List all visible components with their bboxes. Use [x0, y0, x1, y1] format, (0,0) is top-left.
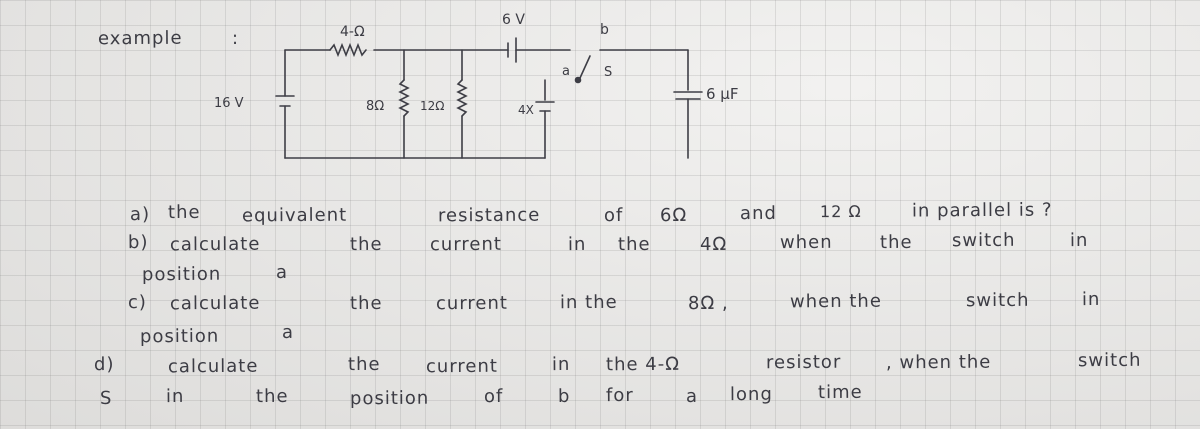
qd-word: the [347, 353, 381, 376]
qc-word: when the [789, 290, 882, 313]
label-12ohm: 12Ω [420, 99, 445, 113]
qd-word: long [729, 383, 773, 406]
qb-marker: b) [127, 231, 149, 254]
qc-word: in [1081, 288, 1101, 311]
label-4ohm: 4-Ω [340, 24, 365, 40]
qd-word: b [557, 385, 571, 408]
qc-word: current [435, 292, 509, 315]
resistor-8ohm [400, 80, 408, 116]
label-b-top: b [600, 22, 609, 38]
qb-word: the [617, 233, 651, 256]
qd-word: of [483, 385, 504, 408]
qc-word: switch [965, 289, 1030, 312]
example-colon: : [231, 27, 240, 50]
label-6v: 6 V [502, 12, 525, 28]
battery-16v [276, 96, 294, 106]
switch-blade [580, 56, 590, 78]
qa-word: resistance [437, 204, 541, 227]
qb-word: a [275, 261, 289, 284]
qd-word: a [685, 385, 699, 408]
qd-marker: d) [93, 353, 115, 376]
qd-word: in [165, 385, 185, 408]
qa-word: 12 Ω [819, 201, 862, 222]
qb-word: in [567, 233, 587, 256]
qc-word: the [349, 292, 383, 315]
qc-word: a [281, 321, 295, 344]
qb-word: position [141, 263, 222, 286]
qd-word: the 4-Ω [605, 353, 681, 376]
qd-word: current [425, 355, 499, 378]
resistor-4ohm [330, 45, 366, 55]
qa-word: the [167, 201, 201, 224]
qc-marker: c) [127, 291, 147, 314]
label-16v: 16 V [214, 96, 244, 111]
label-switch-s: S [604, 65, 613, 80]
qd-word: , when the [885, 351, 992, 374]
label-8ohm: 8Ω [366, 99, 385, 114]
qc-word: 8Ω , [687, 292, 729, 315]
qb-word: in [1069, 229, 1089, 252]
qd-word: time [817, 381, 863, 404]
resistor-12ohm [458, 80, 466, 116]
qa-marker: a) [129, 203, 151, 226]
label-6uf: 6 μF [706, 85, 739, 103]
qb-word: 4Ω [699, 233, 728, 256]
qd-word: position [349, 387, 430, 410]
qc-word: position [139, 325, 220, 348]
qb-word: the [349, 233, 383, 256]
qb-word: switch [951, 229, 1016, 252]
label-node-a: a [562, 64, 570, 79]
qd-word: calculate [167, 355, 259, 378]
qa-word: in parallel is ? [911, 199, 1053, 222]
qb-word: the [879, 231, 913, 254]
qb-word: calculate [169, 233, 261, 256]
qa-word: equivalent [241, 204, 348, 227]
label-4x: 4X [518, 103, 534, 117]
qd-word: switch [1077, 349, 1142, 372]
qd-word: resistor [765, 351, 842, 374]
example-label: example [97, 27, 183, 50]
qc-word: calculate [169, 292, 261, 315]
qd-word: in [551, 353, 571, 376]
qa-word: 6Ω [659, 204, 688, 227]
qc-word: in the [559, 291, 618, 314]
qd-word: for [605, 384, 634, 407]
qb-word: when [779, 231, 833, 254]
qd-word: S [99, 387, 113, 410]
source-4x [536, 102, 554, 111]
battery-6v [508, 38, 516, 62]
qa-word: of [603, 204, 624, 227]
qb-word: current [429, 233, 503, 256]
capacitor-6uf [674, 92, 702, 99]
qd-word: the [255, 385, 289, 408]
qa-word: and [739, 202, 777, 225]
